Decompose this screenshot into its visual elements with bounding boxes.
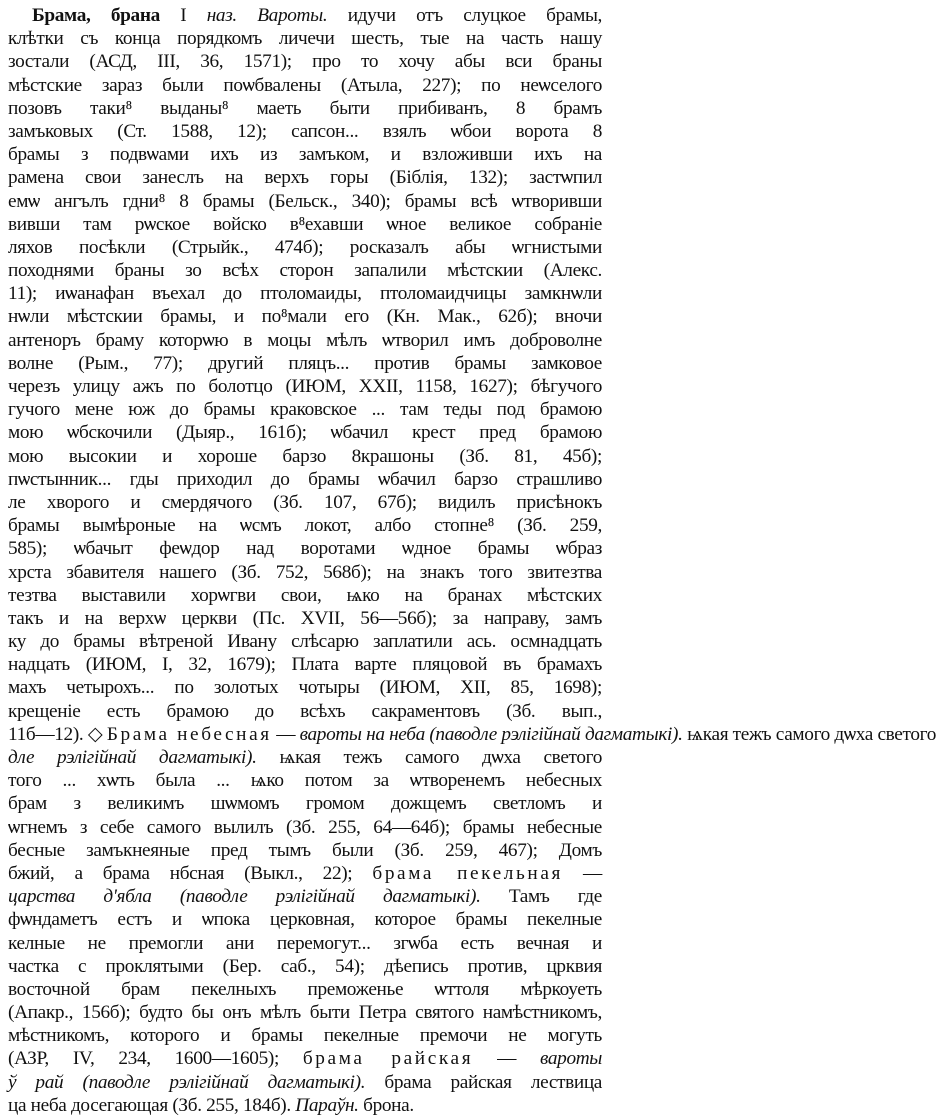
entry-line xyxy=(8,514,602,537)
entry-text: черезъ улицу ажъ по болотцо (ИЮМ, XXII, 1158, 1627); бѣгучого xyxy=(8,376,602,397)
entry-line xyxy=(8,352,602,375)
entry-line xyxy=(8,816,602,839)
entry-text: брона. xyxy=(358,1094,414,1116)
entry-line xyxy=(8,259,602,282)
entry-line xyxy=(8,421,602,444)
entry-text: вивши там рѡское войско в⁸ехавши ѡное великое собраніе xyxy=(8,213,602,235)
entry-text: гучого мене юж до брамы краковское ... там теды под брамою xyxy=(8,399,602,421)
entry-text: Тамъ где xyxy=(480,886,602,908)
phrase-headword: Брама небесная xyxy=(106,723,272,745)
entry-line xyxy=(8,723,936,746)
entry-text: (АЗР, IV, 234, 1600—1605); xyxy=(8,1048,303,1070)
entry-line xyxy=(8,236,602,259)
entry-text: надцать (ИЮМ, I, 32, 1679); Плата варте пляцовой въ брамахъ xyxy=(8,654,602,676)
entry-text: ѩкая тежъ самого дѡха светого xyxy=(256,747,603,768)
dictionary-entry-brama xyxy=(8,4,936,1117)
entry-line xyxy=(8,607,602,630)
entry-line xyxy=(8,862,602,885)
entry-text: брама райская лествица xyxy=(365,1071,603,1093)
entry-line xyxy=(8,398,602,421)
entry-line xyxy=(8,584,602,607)
phrase-headword: брама райская xyxy=(302,1048,474,1070)
entry-text: — xyxy=(562,862,602,884)
entry-text: келные не премогли ани перемогут... згѡба есть вечная и xyxy=(8,932,602,954)
gloss-text: Параўн. xyxy=(295,1094,359,1116)
entry-line xyxy=(8,885,602,908)
entry-text: такъ и на верхѡ церкви (Пс. XVII, 56—56б); за направу, замъ xyxy=(8,607,602,629)
entry-text: 11); иѡанафан въехал до птоломаиды, птоломаидчицы замкнѡли xyxy=(8,283,602,305)
entry-line xyxy=(8,445,602,468)
entry-text: брам з великимъ шѡмомъ громом дожщемъ светломъ и xyxy=(8,793,602,815)
entry-text: брамы з подвѡами ихъ из замъком, и взложивши ихъ на xyxy=(8,144,602,166)
entry-text: клѣтки съ конца порядкомъ личечи шесть, тые на часть нашу xyxy=(8,28,602,50)
entry-line xyxy=(8,746,602,769)
entry-line xyxy=(8,955,602,978)
entry-text: махъ четырохъ... по золотых чотыры (ИЮМ, XII, 85, 1698); xyxy=(8,677,602,699)
entry-line xyxy=(8,190,602,213)
entry-text: замъковых (Ст. 1588, 12); сапсон... взялъ ѡбои ворота 8 xyxy=(8,120,602,142)
entry-text: мою высокии и хороше барзо 8крашоны (Зб. 81, 45б); xyxy=(8,445,602,467)
entry-text: (Апакр., 156б); будто бы онъ мѣлъ быти Петра святого намѣстникомъ, xyxy=(8,1002,602,1024)
entry-line xyxy=(8,468,602,491)
entry-text: антеноръ браму которѡю в моцы мѣлъ ѡтворил имъ доброволне xyxy=(8,329,602,351)
entry-text: пѡстынник... гды приходил до брамы ѡбачил барзо страшливо xyxy=(8,468,602,490)
entry-line xyxy=(8,4,602,27)
entry-text: I xyxy=(159,5,207,26)
entry-line xyxy=(8,120,602,143)
entry-line xyxy=(8,839,602,862)
entry-line xyxy=(8,1071,602,1094)
entry-text: ѩкая тежъ самого дѡха светого xyxy=(682,723,936,745)
entry-line xyxy=(8,1024,602,1047)
entry-line xyxy=(8,491,602,514)
entry-text: ку до брамы вѣтреной Ивану слѣсарю заплатили ась. осмнадцать xyxy=(8,631,602,653)
entry-text: нѡли мѣстскии брамы, и по⁸мали его (Кн. Мак., 62б); вночи xyxy=(8,306,602,328)
gloss-text: царства д'ябла (паводле рэлігійнай дагматыкі). xyxy=(8,886,481,908)
entry-text: ца неба досегающая (Зб. 255, 184б). xyxy=(8,1094,296,1116)
entry-text: того ... хѡть была ... ѩко потом за ѡтворенемъ небесных xyxy=(8,770,602,792)
entry-text: крещеніе есть брамою до всѣхъ сакраментовъ (Зб. вып., xyxy=(8,700,602,722)
entry-text: — xyxy=(473,1048,540,1070)
entry-text: позовъ таки⁸ выданы⁸ маеть быти прибиванъ, 8 брамъ xyxy=(8,97,602,119)
entry-text: тезтва выставили хорѡгви свои, ѩко на бранах мѣстских xyxy=(8,584,602,606)
entry-line xyxy=(8,1001,602,1024)
entry-line xyxy=(8,1094,602,1117)
entry-text: — xyxy=(271,723,300,745)
entry-line xyxy=(8,305,602,328)
entry-line xyxy=(8,143,602,166)
entry-line xyxy=(8,166,602,189)
entry-text: мѣстские зараз были поѡбвалены (Атыла, 227); по неѡселого xyxy=(8,74,602,96)
entry-text: походнями браны зо всѣх сторон запалили мѣстскии (Алекс. xyxy=(8,260,602,282)
entry-line xyxy=(8,27,602,50)
entry-text: 585); ѡбачыт феѡдор над воротами ѡдное брамы ѡбраз xyxy=(8,538,602,560)
entry-text: бесные замъкнеяные пред тымъ были (Зб. 259, 467); Домъ xyxy=(8,839,602,861)
gloss-text: вароты на неба (паводле рэлігійнай дагматыкі). xyxy=(299,723,683,745)
entry-line xyxy=(8,282,602,305)
entry-text: ле хворого и смердячого (Зб. 107, 67б); видилъ присѣнокъ xyxy=(8,491,602,513)
headword: Брама, брана xyxy=(32,5,160,26)
phrase-headword: брама пекельная xyxy=(372,862,563,884)
entry-text: частка с проклятыми (Бер. саб., 54); дѣепись против, црквия xyxy=(8,955,602,977)
gloss-text: вароты xyxy=(539,1048,603,1070)
entry-line xyxy=(8,769,602,792)
entry-line xyxy=(8,653,602,676)
entry-text: восточной брам пекелныхъ преможенье ѡттоля мѣркоуеть xyxy=(8,978,602,1000)
gloss-text: дле рэлігійнай дагматыкі). xyxy=(8,747,257,768)
entry-text: ляхов посѣкли (Стрыйк., 474б); росказалъ абы ѡгнистыми xyxy=(8,236,602,258)
entry-line xyxy=(8,74,602,97)
entry-text: брамы вымѣроные на ѡсмъ локот, албо стопне⁸ (Зб. 259, xyxy=(8,515,602,537)
entry-line xyxy=(8,375,602,398)
entry-line xyxy=(8,537,602,560)
entry-line xyxy=(8,700,602,723)
entry-line xyxy=(8,792,602,815)
entry-text: емѡ ангълъ гдни⁸ 8 брамы (Бельск., 340); брамы всѣ ѡтворивши xyxy=(8,190,602,212)
entry-line xyxy=(8,213,602,236)
entry-text: рамена свои занеслъ на верхъ горы (Біблія, 132); застѡпил xyxy=(8,167,602,189)
entry-text: хрста збавителя нашего (Зб. 752, 568б); на знакъ того звитезтва xyxy=(8,561,602,583)
entry-line xyxy=(8,908,602,931)
entry-text: фѡндаметъ естъ и ѡпока церковная, которое брамы пекелные xyxy=(8,909,602,931)
entry-line xyxy=(8,329,602,352)
entry-line xyxy=(8,630,602,653)
entry-text: ѡгнемъ з себе самого вылилъ (Зб. 255, 64—64б); брамы небесные xyxy=(8,816,602,838)
gloss-text: наз. Вароты. xyxy=(206,5,328,26)
entry-line xyxy=(8,932,602,955)
entry-text: мѣстникомъ, которого и брамы пекелные премочи не могуть xyxy=(8,1025,602,1047)
entry-text: мою ѡбскочили (Дыяр., 161б); ѡбачил крест пред брамою xyxy=(8,422,602,444)
entry-text: зостали (АСД, III, 36, 1571); про то хочу абы вси браны xyxy=(8,51,602,73)
entry-line xyxy=(8,676,602,699)
entry-text: идучи отъ слуцкое брамы, xyxy=(327,5,603,26)
entry-line xyxy=(8,97,602,120)
gloss-text: ў рай (паводле рэлігійнай дагматыкі). xyxy=(8,1071,366,1093)
entry-text: 11б—12). ◇ xyxy=(8,723,107,745)
entry-line xyxy=(8,50,602,73)
entry-line xyxy=(8,1047,602,1070)
entry-text: бжий, а брама нбсная (Выкл., 22); xyxy=(8,862,373,884)
entry-line xyxy=(8,561,602,584)
entry-text: волне (Рым., 77); другий пляцъ... против брамы замковое xyxy=(8,352,602,374)
entry-line xyxy=(8,978,602,1001)
